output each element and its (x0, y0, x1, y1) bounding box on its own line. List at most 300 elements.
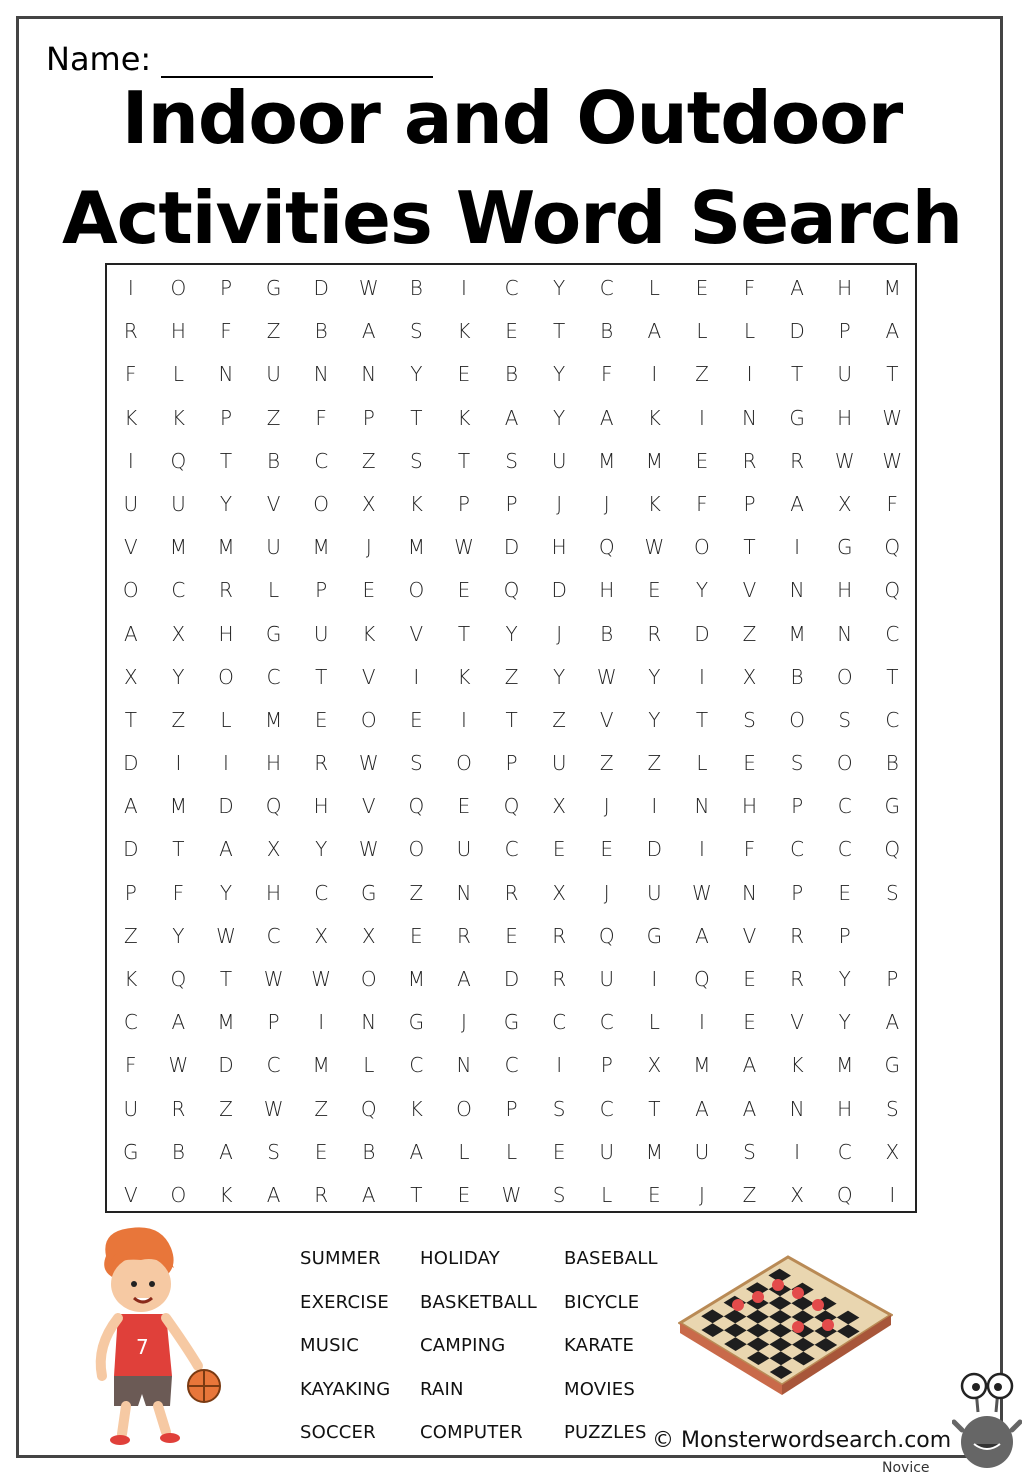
grid-letter[interactable]: A (219, 1139, 233, 1164)
grid-letter[interactable]: X (552, 794, 566, 819)
grid-letter[interactable]: Q (360, 1096, 377, 1121)
grid-letter[interactable]: P (886, 967, 899, 991)
grid-letter[interactable]: H (599, 578, 615, 603)
grid-letter[interactable]: T (505, 707, 518, 732)
grid-letter[interactable]: F (125, 1053, 137, 1078)
grid-letter[interactable]: G (503, 1010, 520, 1035)
grid-letter[interactable]: T (791, 362, 804, 387)
grid-letter[interactable]: W (168, 1053, 189, 1078)
grid-letter[interactable]: S (267, 1139, 280, 1164)
grid-letter[interactable]: R (171, 1096, 186, 1121)
grid-letter[interactable]: G (884, 1053, 901, 1078)
grid-letter[interactable]: N (694, 794, 710, 819)
grid-letter[interactable]: C (171, 578, 186, 603)
grid-letter[interactable]: L (696, 319, 708, 344)
grid-letter[interactable]: B (885, 751, 899, 776)
grid-letter[interactable]: S (410, 751, 423, 776)
grid-letter[interactable]: O (836, 751, 853, 776)
grid-letter[interactable]: Y (695, 578, 709, 603)
grid-letter[interactable]: S (790, 751, 804, 776)
grid-letter[interactable]: R (219, 578, 233, 603)
grid-letter[interactable]: I (127, 276, 134, 300)
grid-letter[interactable]: G (884, 794, 901, 819)
grid-letter[interactable]: Y (553, 664, 566, 689)
grid-letter[interactable]: D (218, 1053, 234, 1078)
grid-letter[interactable]: D (789, 319, 805, 344)
grid-letter[interactable]: E (695, 276, 709, 300)
grid-letter[interactable]: M (645, 448, 663, 473)
grid-letter[interactable]: P (791, 794, 804, 819)
grid-letter[interactable]: P (219, 405, 233, 430)
grid-letter[interactable]: I (175, 751, 182, 776)
grid-letter[interactable]: T (410, 405, 423, 430)
grid-letter[interactable]: Z (219, 1096, 233, 1121)
grid-letter[interactable]: O (456, 1096, 472, 1121)
grid-letter[interactable]: Q (170, 967, 187, 991)
grid-letter[interactable]: N (456, 1053, 472, 1078)
grid-letter[interactable]: Y (838, 1010, 851, 1035)
grid-letter[interactable]: L (220, 707, 232, 732)
grid-letter[interactable]: P (743, 491, 756, 516)
grid-letter[interactable]: F (743, 837, 756, 862)
grid-letter[interactable]: W (311, 967, 332, 991)
grid-letter[interactable]: W (358, 751, 379, 776)
grid-letter[interactable]: J (603, 880, 610, 905)
grid-letter[interactable]: C (599, 276, 614, 300)
grid-letter[interactable]: P (791, 880, 804, 905)
grid-letter[interactable]: X (171, 621, 186, 646)
grid-letter[interactable]: M (169, 535, 188, 560)
grid-letter[interactable]: T (410, 1182, 423, 1207)
grid-letter[interactable]: N (789, 1096, 805, 1121)
grid-letter[interactable]: C (266, 923, 281, 948)
grid-letter[interactable]: N (456, 880, 472, 905)
grid-letter[interactable]: C (314, 880, 329, 905)
grid-letter[interactable]: J (603, 794, 610, 819)
grid-letter[interactable]: N (837, 621, 853, 646)
grid-letter[interactable]: I (698, 664, 705, 689)
grid-letter[interactable]: E (743, 751, 756, 776)
grid-letter[interactable]: W (882, 448, 903, 473)
grid-letter[interactable]: M (407, 967, 425, 991)
grid-letter[interactable]: M (312, 1053, 330, 1078)
grid-letter[interactable]: F (600, 362, 613, 387)
grid-letter[interactable]: G (265, 276, 282, 300)
grid-letter[interactable]: R (552, 967, 567, 991)
grid-letter[interactable]: E (457, 1182, 471, 1207)
grid-letter[interactable]: W (644, 535, 665, 560)
grid-letter[interactable]: K (219, 1182, 233, 1207)
grid-letter[interactable]: Z (695, 362, 709, 387)
grid-letter[interactable]: W (596, 664, 617, 689)
grid-letter[interactable]: E (410, 923, 423, 948)
grid-letter[interactable]: P (219, 276, 233, 300)
grid-letter[interactable]: X (552, 880, 566, 905)
grid-letter[interactable]: A (647, 319, 662, 344)
grid-letter[interactable]: I (461, 276, 467, 300)
grid-letter[interactable]: X (361, 923, 376, 948)
grid-letter[interactable]: L (648, 1010, 660, 1035)
grid-letter[interactable]: H (551, 535, 567, 560)
grid-letter[interactable]: Q (598, 923, 615, 948)
grid-letter[interactable]: E (410, 707, 423, 732)
grid-letter[interactable]: H (837, 578, 853, 603)
grid-letter[interactable]: T (457, 448, 471, 473)
grid-letter[interactable]: K (457, 405, 471, 430)
grid-letter[interactable]: X (314, 923, 329, 948)
grid-letter[interactable]: Y (315, 837, 328, 862)
grid-letter[interactable]: V (742, 923, 757, 948)
grid-letter[interactable]: Y (219, 880, 233, 905)
grid-letter[interactable]: U (266, 535, 281, 560)
grid-letter[interactable]: N (361, 1010, 377, 1035)
grid-letter[interactable]: Q (503, 794, 520, 819)
grid-letter[interactable]: W (216, 923, 236, 948)
grid-letter[interactable]: B (504, 362, 519, 387)
grid-letter[interactable]: V (123, 535, 138, 560)
grid-letter[interactable]: F (220, 319, 232, 344)
grid-letter[interactable]: U (599, 967, 615, 991)
grid-letter[interactable]: O (456, 751, 472, 776)
grid-letter[interactable]: P (505, 491, 518, 516)
grid-letter[interactable]: E (600, 837, 614, 862)
grid-letter[interactable]: R (504, 880, 519, 905)
grid-letter[interactable]: U (456, 837, 472, 862)
grid-letter[interactable]: X (266, 837, 281, 862)
grid-letter[interactable]: O (408, 837, 425, 862)
grid-letter[interactable]: U (837, 362, 853, 387)
grid-letter[interactable]: S (552, 1096, 566, 1121)
grid-letter[interactable]: A (457, 967, 471, 991)
grid-letter[interactable]: C (504, 1053, 519, 1078)
grid-letter[interactable]: I (889, 1182, 896, 1207)
grid-letter[interactable]: W (454, 535, 474, 560)
grid-letter[interactable]: V (742, 578, 757, 603)
grid-letter[interactable]: E (505, 923, 518, 948)
grid-letter[interactable]: I (556, 1053, 563, 1078)
grid-letter[interactable]: W (263, 967, 284, 991)
grid-letter[interactable]: H (218, 621, 234, 646)
grid-letter[interactable]: T (553, 319, 566, 344)
grid-letter[interactable]: R (314, 1182, 329, 1207)
grid-letter[interactable]: C (885, 707, 900, 732)
grid-letter[interactable]: M (883, 276, 901, 300)
grid-letter[interactable]: J (461, 1010, 467, 1035)
grid-letter[interactable]: E (457, 794, 471, 819)
grid-letter[interactable]: I (651, 362, 658, 387)
grid-letter[interactable]: H (266, 751, 282, 776)
grid-letter[interactable]: C (123, 1010, 138, 1035)
grid-letter[interactable]: A (219, 837, 233, 862)
grid-letter[interactable]: O (170, 276, 187, 300)
grid-letter[interactable]: R (457, 923, 471, 948)
grid-letter[interactable]: Q (694, 967, 710, 991)
grid-letter[interactable]: T (219, 967, 233, 991)
grid-letter[interactable]: H (313, 794, 329, 819)
grid-letter[interactable]: E (648, 1182, 661, 1207)
grid-letter[interactable]: G (361, 880, 377, 905)
grid-letter[interactable]: A (885, 1010, 900, 1035)
grid-letter[interactable]: I (413, 664, 420, 689)
grid-letter[interactable]: E (362, 578, 376, 603)
grid-letter[interactable]: P (600, 1053, 613, 1078)
grid-letter[interactable]: C (885, 621, 900, 646)
grid-letter[interactable]: A (171, 1010, 186, 1035)
grid-letter[interactable]: C (837, 837, 852, 862)
grid-letter[interactable]: E (743, 967, 756, 991)
grid-letter[interactable]: Y (410, 362, 423, 387)
grid-letter[interactable]: M (836, 1053, 854, 1078)
grid-letter[interactable]: U (123, 491, 139, 516)
grid-letter[interactable]: O (836, 664, 853, 689)
grid-letter[interactable]: Q (598, 535, 615, 560)
grid-letter[interactable]: P (505, 1096, 518, 1121)
grid-letter[interactable]: B (171, 1139, 185, 1164)
grid-letter[interactable]: Q (836, 1182, 853, 1207)
grid-letter[interactable]: B (362, 1139, 376, 1164)
grid-letter[interactable]: I (651, 967, 658, 991)
grid-letter[interactable]: X (837, 491, 852, 516)
grid-letter[interactable]: R (314, 751, 329, 776)
grid-letter[interactable]: P (505, 751, 518, 776)
grid-letter[interactable]: U (171, 491, 186, 516)
grid-letter[interactable]: A (790, 276, 804, 300)
grid-letter[interactable]: B (409, 276, 423, 300)
grid-letter[interactable]: S (885, 1096, 899, 1121)
grid-letter[interactable]: O (789, 707, 805, 732)
grid-letter[interactable]: G (646, 923, 663, 948)
grid-letter[interactable]: O (694, 535, 710, 560)
grid-letter[interactable]: S (885, 880, 899, 905)
grid-letter[interactable]: E (314, 707, 328, 732)
grid-letter[interactable]: I (794, 1139, 801, 1164)
grid-letter[interactable]: S (410, 319, 423, 344)
grid-letter[interactable]: Q (408, 794, 425, 819)
grid-letter[interactable]: I (794, 535, 801, 560)
grid-letter[interactable]: G (789, 405, 805, 430)
grid-letter[interactable]: L (505, 1139, 518, 1164)
grid-letter[interactable]: P (267, 1010, 280, 1035)
grid-letter[interactable]: T (648, 1096, 661, 1121)
grid-letter[interactable]: I (746, 362, 753, 387)
grid-letter[interactable]: V (361, 664, 376, 689)
grid-letter[interactable]: D (123, 837, 139, 862)
grid-letter[interactable]: M (169, 794, 188, 819)
grid-letter[interactable]: Y (838, 967, 851, 991)
grid-letter[interactable]: Z (742, 1182, 757, 1207)
grid-letter[interactable]: J (603, 491, 610, 516)
grid-letter[interactable]: Y (172, 923, 185, 948)
grid-letter[interactable]: D (313, 276, 329, 300)
grid-letter[interactable]: K (409, 1096, 423, 1121)
grid-letter[interactable]: E (838, 880, 852, 905)
grid-letter[interactable]: E (743, 1010, 756, 1035)
grid-letter[interactable]: C (314, 448, 329, 473)
grid-letter[interactable]: M (264, 707, 283, 732)
grid-letter[interactable]: B (267, 448, 281, 473)
grid-letter[interactable]: F (696, 491, 708, 516)
grid-letter[interactable]: T (219, 448, 233, 473)
grid-letter[interactable]: H (837, 276, 853, 300)
grid-letter[interactable]: I (461, 707, 467, 732)
grid-letter[interactable]: X (123, 664, 138, 689)
grid-letter[interactable]: K (457, 319, 471, 344)
grid-letter[interactable]: I (223, 751, 229, 776)
grid-letter[interactable]: T (695, 707, 709, 732)
grid-letter[interactable]: T (457, 621, 471, 646)
grid-letter[interactable]: K (362, 621, 376, 646)
grid-letter[interactable]: Y (648, 664, 661, 689)
grid-letter[interactable]: C (266, 664, 281, 689)
grid-letter[interactable]: T (886, 362, 899, 387)
grid-letter[interactable]: R (123, 319, 138, 344)
grid-letter[interactable]: U (266, 362, 281, 387)
grid-letter[interactable]: E (552, 837, 566, 862)
grid-letter[interactable]: T (172, 837, 185, 862)
grid-letter[interactable]: Z (123, 923, 138, 948)
grid-letter[interactable]: Z (266, 405, 281, 430)
grid-letter[interactable]: A (266, 1182, 281, 1207)
grid-letter[interactable]: A (695, 1096, 709, 1121)
grid-letter[interactable]: Y (553, 276, 566, 300)
grid-letter[interactable]: C (837, 1139, 852, 1164)
grid-letter[interactable]: O (360, 967, 377, 991)
grid-letter[interactable]: Y (648, 707, 661, 732)
grid-letter[interactable]: C (266, 1053, 281, 1078)
grid-letter[interactable]: K (790, 1053, 804, 1078)
grid-letter[interactable]: Z (504, 664, 519, 689)
grid-letter[interactable]: T (743, 535, 756, 560)
grid-letter[interactable]: N (742, 405, 757, 430)
grid-letter[interactable]: S (743, 707, 756, 732)
grid-letter[interactable]: Q (170, 448, 187, 473)
grid-letter[interactable]: U (694, 1139, 710, 1164)
grid-letter[interactable]: A (742, 1096, 757, 1121)
grid-letter[interactable]: P (362, 405, 375, 430)
grid-letter[interactable]: D (503, 535, 520, 560)
grid-letter[interactable]: M (598, 448, 616, 473)
grid-letter[interactable]: O (360, 707, 377, 732)
grid-letter[interactable]: B (600, 319, 614, 344)
grid-letter[interactable]: L (363, 1053, 375, 1078)
grid-letter[interactable]: E (457, 578, 471, 603)
grid-letter[interactable]: J (556, 491, 563, 516)
grid-letter[interactable]: S (838, 707, 852, 732)
grid-letter[interactable]: Y (172, 664, 185, 689)
grid-letter[interactable]: H (837, 405, 853, 430)
grid-letter[interactable]: D (694, 621, 710, 646)
grid-letter[interactable]: V (790, 1010, 804, 1035)
grid-letter[interactable]: P (315, 578, 328, 603)
grid-letter[interactable]: Q (884, 578, 901, 603)
grid-letter[interactable]: P (124, 880, 137, 905)
grid-letter[interactable]: Z (361, 448, 376, 473)
grid-letter[interactable]: N (789, 578, 805, 603)
grid-letter[interactable]: Q (503, 578, 520, 603)
grid-letter[interactable]: M (407, 535, 425, 560)
grid-letter[interactable]: R (647, 621, 662, 646)
grid-letter[interactable]: O (313, 491, 330, 516)
grid-letter[interactable]: U (647, 880, 662, 905)
grid-letter[interactable]: P (457, 491, 470, 516)
grid-letter[interactable]: C (409, 1053, 424, 1078)
grid-letter[interactable]: D (646, 837, 663, 862)
grid-letter[interactable]: C (599, 1096, 614, 1121)
grid-letter[interactable]: R (790, 923, 805, 948)
grid-letter[interactable]: Y (553, 362, 566, 387)
grid-letter[interactable]: Q (884, 535, 901, 560)
grid-letter[interactable]: E (648, 578, 661, 603)
grid-letter[interactable]: R (790, 448, 805, 473)
grid-letter[interactable]: U (551, 448, 567, 473)
grid-letter[interactable]: D (503, 967, 520, 991)
grid-letter[interactable]: A (123, 794, 138, 819)
grid-letter[interactable]: V (123, 1182, 138, 1207)
grid-letter[interactable]: I (318, 1010, 325, 1035)
grid-letter[interactable]: V (599, 707, 614, 732)
grid-letter[interactable]: X (885, 1139, 900, 1164)
grid-letter[interactable]: L (743, 319, 756, 344)
grid-letter[interactable]: B (314, 319, 328, 344)
grid-letter[interactable]: G (836, 535, 853, 560)
grid-letter[interactable]: L (696, 751, 708, 776)
grid-letter[interactable]: M (217, 1010, 235, 1035)
grid-letter[interactable]: Y (505, 621, 518, 646)
grid-letter[interactable]: R (742, 448, 757, 473)
grid-letter[interactable]: X (361, 491, 376, 516)
grid-letter[interactable]: L (601, 1182, 613, 1207)
grid-letter[interactable]: L (268, 578, 280, 603)
grid-letter[interactable]: W (358, 837, 379, 862)
grid-letter[interactable]: F (315, 405, 327, 430)
grid-letter[interactable]: Y (553, 405, 566, 430)
grid-letter[interactable]: K (457, 664, 471, 689)
grid-letter[interactable]: A (599, 405, 614, 430)
grid-letter[interactable]: S (743, 1139, 756, 1164)
grid-letter[interactable]: Y (219, 491, 233, 516)
grid-letter[interactable]: W (501, 1182, 522, 1207)
grid-letter[interactable]: X (647, 1053, 662, 1078)
grid-letter[interactable]: Z (171, 707, 186, 732)
grid-letter[interactable]: E (505, 319, 518, 344)
grid-letter[interactable]: I (651, 794, 658, 819)
grid-letter[interactable]: D (218, 794, 234, 819)
grid-letter[interactable]: J (556, 621, 563, 646)
grid-letter[interactable]: A (695, 923, 709, 948)
grid-letter[interactable]: X (790, 1182, 804, 1207)
grid-letter[interactable]: I (698, 405, 705, 430)
grid-letter[interactable]: J (365, 535, 372, 560)
grid-letter[interactable]: Z (552, 707, 566, 732)
grid-letter[interactable]: F (886, 491, 899, 516)
grid-letter[interactable]: D (123, 751, 139, 776)
grid-letter[interactable]: C (504, 837, 519, 862)
grid-letter[interactable]: C (504, 276, 519, 300)
grid-letter[interactable]: S (552, 1182, 566, 1207)
grid-letter[interactable]: I (698, 1010, 705, 1035)
grid-letter[interactable]: Z (599, 751, 614, 776)
grid-letter[interactable]: O (170, 1182, 187, 1207)
grid-letter[interactable]: K (171, 405, 185, 430)
grid-letter[interactable]: P (838, 319, 851, 344)
grid-letter[interactable]: A (504, 405, 519, 430)
grid-letter[interactable]: C (552, 1010, 567, 1035)
grid-letter[interactable]: E (314, 1139, 328, 1164)
grid-letter[interactable]: S (505, 448, 518, 473)
grid-letter[interactable]: M (693, 1053, 711, 1078)
grid-letter[interactable]: L (458, 1139, 470, 1164)
grid-letter[interactable]: H (266, 880, 282, 905)
